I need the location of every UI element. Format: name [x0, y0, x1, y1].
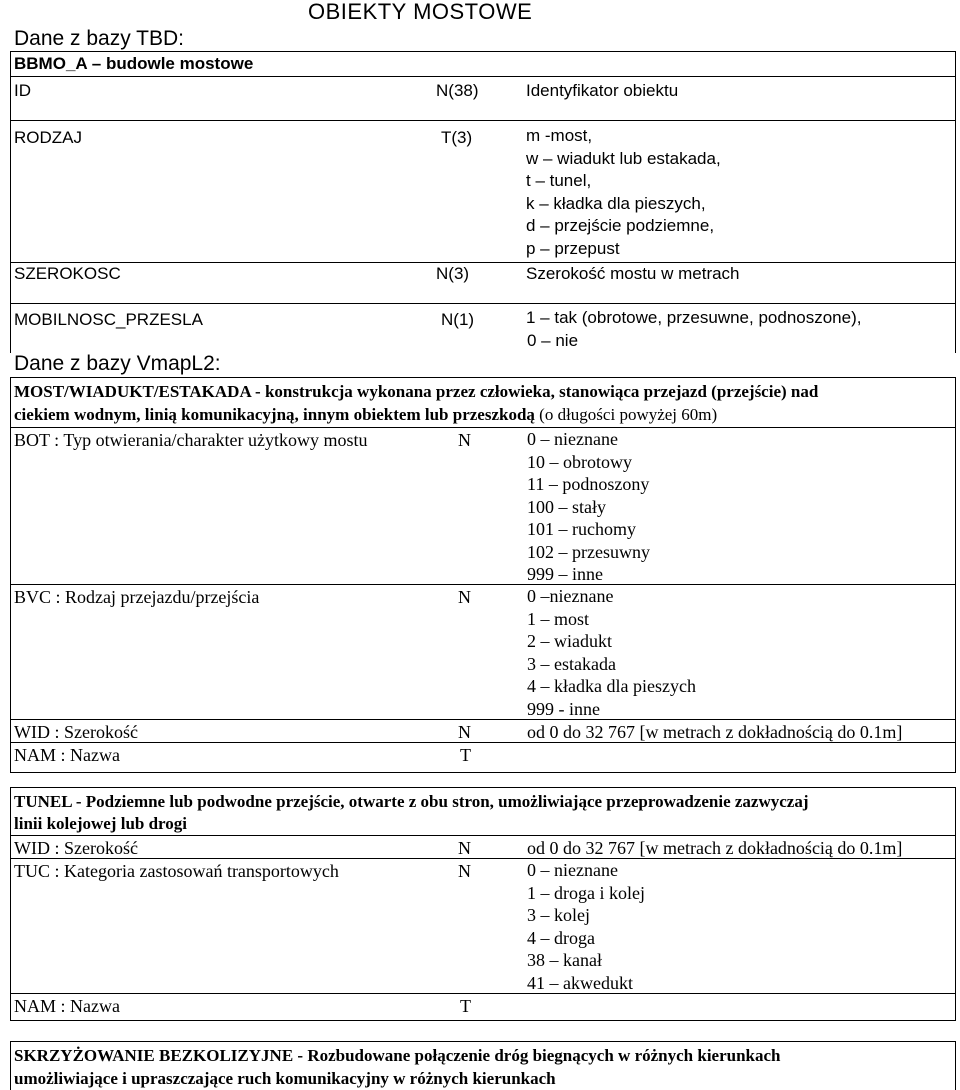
attribute-type: N [458, 861, 471, 881]
attribute-name: NAM : Nazwa [14, 745, 120, 765]
attribute-name: WID : Szerokość [14, 838, 138, 858]
attribute-values: 0 –nieznane 1 – most 2 – wiadukt 3 – estakada 4 – kładka dla pieszych 999 - inne [527, 586, 696, 719]
most-definition: MOST/WIADUKT/ESTAKADA - konstrukcja wykonana przez człowieka, stanowiąca przejazd (przejście) nad [14, 382, 819, 401]
field-name: SZEROKOSC [14, 264, 121, 283]
tunel-definition-line-2: linii kolejowej lub drogi [14, 814, 188, 833]
attribute-type: N [458, 587, 471, 607]
field-name: MOBILNOSC_PRZESLA [14, 310, 203, 329]
attribute-name: NAM : Nazwa [14, 996, 120, 1016]
field-desc: Szerokość mostu w metrach [526, 264, 740, 283]
attribute-type: N [458, 722, 471, 742]
attribute-values: 0 – nieznane 10 – obrotowy 11 – podnoszony 100 – stały 101 – ruchomy 102 – przesuwny 999 – inne [527, 429, 650, 584]
page-title: OBIEKTY MOSTOWE [308, 0, 533, 24]
attribute-values: 0 – nieznane 1 – droga i kolej 3 – kolej 4 – droga 38 – kanał 41 – akwedukt [527, 860, 645, 993]
field-type: N(38) [436, 81, 479, 100]
attribute-type: T [460, 745, 471, 765]
tbd-heading: Dane z bazy TBD: [14, 27, 185, 50]
field-desc: Identyfikator obiektu [526, 81, 679, 100]
vmap-heading: Dane z bazy VmapL2: [14, 352, 221, 375]
tunel-definition: TUNEL - Podziemne lub podwodne przejście, otwarte z obu stron, umożliwiające przeprowadzenie zazwyczaj [14, 792, 809, 811]
attribute-name: WID : Szerokość [14, 722, 138, 742]
field-type: N(3) [436, 264, 470, 283]
attribute-name: BVC : Rodzaj przejazdu/przejścia [14, 587, 260, 607]
attribute-values: od 0 do 32 767 [w metrach z dokładnością do 0.1m] [527, 838, 903, 858]
tbd-table-name: BBMO_A – budowle mostowe [14, 54, 254, 73]
field-type: N(1) [441, 310, 475, 329]
field-name: ID [14, 81, 31, 100]
attribute-type: N [458, 838, 471, 858]
field-name: RODZAJ [14, 128, 82, 147]
attribute-type: T [460, 996, 471, 1016]
field-desc: m -most, w – wiadukt lub estakada, t – tunel, k – kładka dla pieszych, d – przejście podziemne, p – przepust [526, 126, 721, 258]
field-type: T(3) [441, 128, 473, 147]
attribute-name: TUC : Kategoria zastosowań transportowych [14, 861, 339, 881]
field-desc: 1 – tak (obrotowe, przesuwne, podnoszone), 0 – nie [526, 308, 862, 350]
attribute-values: od 0 do 32 767 [w metrach z dokładnością do 0.1m] [527, 722, 903, 742]
attribute-type: N [458, 430, 471, 450]
skrzyzowanie-definition: SKRZYŻOWANIE BEZKOLIZYJNE - Rozbudowane połączenie dróg biegnących w różnych kierunkach [14, 1046, 781, 1065]
skrzyzowanie-definition-line-2: umożliwiające i upraszczające ruch komunikacyjny w różnych kierunkach [14, 1069, 556, 1088]
attribute-name: BOT : Typ otwierania/charakter użytkowy mostu [14, 430, 368, 450]
most-definition-line-2: ciekiem wodnym, linią komunikacyjną, innym obiektem lub przeszkodą (o długości powyżej 60m) [14, 405, 718, 424]
